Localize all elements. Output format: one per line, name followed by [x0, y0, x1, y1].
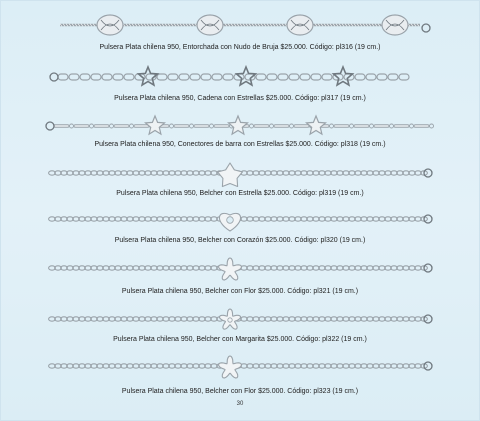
- bracelet-caption: Pulsera Plata chilena 950, Belcher con Estrella $25.000. Código: pl319 (19 cm.): [116, 190, 364, 197]
- bracelet-image-pl316: [0, 10, 480, 40]
- bracelet-image-pl318: [0, 111, 480, 141]
- bracelet-caption: Pulsera Plata chilena 950, Belcher con Flor $25.000. Código: pl321 (19 cm.): [121, 288, 359, 295]
- bracelet-image-pl319: [0, 158, 480, 188]
- bracelet-image-pl322: [0, 304, 480, 334]
- bracelet-caption: Pulsera Plata chilena 950, Cadena con Estrellas $25.000. Código: pl317 (19 cm.): [114, 95, 366, 102]
- bracelet-caption: Pulsera Plata chilena 950, Belcher con Flor $25.000. Código: pl323 (19 cm.): [121, 388, 359, 395]
- bracelet-caption: Pulsera Plata chilena 950, Belcher con Corazón $25.000. Código: pl320 (19 cm.): [114, 237, 366, 244]
- bracelet-image-pl320: [0, 204, 480, 234]
- bracelet-image-pl323: [0, 351, 480, 381]
- bracelet-caption: Pulsera Plata chilena 950, Conectores de barra con Estrellas $25.000. Código: pl318 (19 cm.): [94, 141, 386, 148]
- page-number: 30: [236, 401, 244, 407]
- bracelet-image-pl317: [0, 62, 480, 92]
- bracelet-image-pl321: [0, 253, 480, 283]
- bracelet-caption: Pulsera Plata chilena 950, Belcher con Margarita $25.000. Código: pl322 (19 cm.): [113, 336, 367, 343]
- bracelet-caption: Pulsera Plata chilena 950, Entorchada con Nudo de Bruja $25.000. Código: pl316 (19 cm.): [99, 44, 381, 51]
